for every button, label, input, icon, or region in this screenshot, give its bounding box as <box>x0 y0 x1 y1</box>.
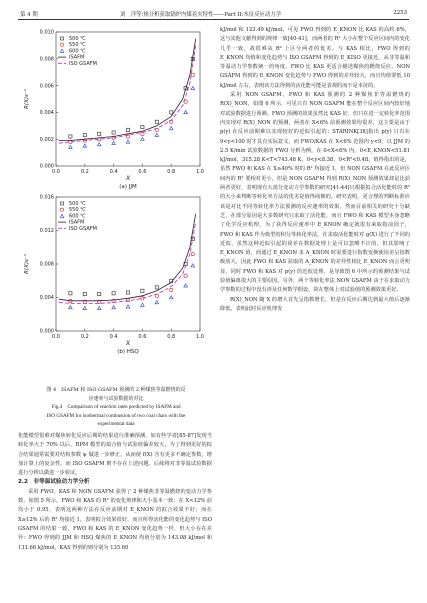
legend-label: ISAFM <box>69 54 85 61</box>
legend-label: 600 ℃ <box>69 213 86 220</box>
data-point <box>69 292 72 295</box>
legend-label: 600 ℃ <box>69 48 86 55</box>
y-tick-label: 0.006 <box>39 83 54 90</box>
left-column-text <box>18 432 212 553</box>
data-point <box>126 305 130 308</box>
running-title: 刘 洋等:热分析获取锅炉内煤着火特性——Part II:本征反应动力学 <box>120 12 282 18</box>
data-point <box>170 288 173 291</box>
x-tick-label: 0.6 <box>138 169 147 175</box>
data-point <box>169 127 173 130</box>
data-point <box>155 301 159 304</box>
issue-number: 第 4 期 <box>20 12 38 18</box>
right-paragraph-3: R(X)_NON 随 X 的增大首先呈指数增长，但是在反应后期达到最大值后逐渐降低，表明此时反应机理发 <box>220 296 410 312</box>
section-title: 2.2 非等温试验动力学分析 <box>18 479 90 486</box>
y-tick-label: 0.002 <box>39 136 54 143</box>
chart-hsq <box>18 191 210 356</box>
caption-cn-line-2: 应速率与试验数据的对比 <box>88 395 144 402</box>
legend-label: 550 ℃ <box>69 207 86 214</box>
data-point <box>69 306 73 309</box>
data-point <box>126 291 129 294</box>
y-tick-label: 0.000 <box>39 163 54 170</box>
data-point <box>184 274 187 277</box>
data-point <box>112 141 116 144</box>
x-tick-label: 1.0 <box>196 334 204 340</box>
y-tick-label: 0.012 <box>39 228 54 235</box>
legend-marker <box>61 37 64 40</box>
y-tick-label: 0.004 <box>39 110 54 117</box>
left-paragraph-2: 采用 FWO、KAS 和 NON GSAFM 获得了 2 种煤焦非等温燃烧的变动力学参数，如图 5 所示。FWO 和 KAS 的 R² 的变化规律和大小基本一致：在 X<12% 前均小于 0.95，表明这两种方法在反应前期对 E_KNON 的拟合效果不好；而在 X≥12% 后的 R² 均接近 1，表明拟合效果很好，而且所得活化能的变化趋势与 ISO GSAFM 的结果一致。FWO 和 KAS 的 E_KNON 变化趋势一样，但大小存在差异：FWO 得到的 JJM 和 HSQ 煤焦的 E_KNON 均值分别为 143.08 kJ/mol 和 131.66 kJ/mol，KAS 得到的则分别为 135.60 <box>18 488 212 551</box>
data-point <box>69 135 72 138</box>
data-point <box>141 303 145 306</box>
subplot-label: (b) HSQ <box>117 349 139 355</box>
data-point <box>141 289 144 292</box>
right-column-text <box>220 26 410 314</box>
x-tick-label: 0.2 <box>80 334 89 340</box>
x-tick-label: 0.0 <box>52 169 60 175</box>
x-tick-label: 0.4 <box>109 169 118 175</box>
right-paragraph-2: 采用 NON GSAFM、FWO 和 KAS 预测的 2 种煤焦非等温燃烧的 R(X)_NON，如图 6 所示，可见只有 NON GSAFM 能在整个反应区间内较好地对试验数据进行预测。FWO 预测的效果虽然比 KAS 好，但只在进一定转化率范围内实现对 R(X)_NON 的预测，两者在 X<6% 前预测效果均很差，这主要是由于 p(y) 在反应前期难以实现较好的近似引起的；STARINK[38]指出 p(y) 只有在 9<y<100 时才具有实际意义，而 FWO/KAS 在 X<6% 范围内 y<9。以 JJM 的 2.5 K/min 试验数据的 FWO 分析为例，在 0<X<6% 内，0<E_KNON<51.81 kJ/mol，315.28 K<T<743.48 K，0<y<8.38，0<R²<0.48。值得指出的是，虽然 FWO 和 KAS 在 X≥40% 时的 R² 均接近 1，但 NON GSAFM 在此反应区间内的 R² 要相对更小，但是 NON GSAFM 得到 R(X)_NON 预测效果却是比前两者更好，表明现有大部分变动力学参数的研究[41-44]只根据拟合活化能时的 R² 的大小来判断等转化率方法的优劣是值得商榷的。研究表明，更合理的判断标准应该是对比不同等转化率方法预测的反应速率的效果，然而目前相关的研究十分缺乏，在部分原因是大多数研究只求取了活化能，而且 FWO 和 KAS 模型本身忽略了化学反应机理，为了获得反应速率中 E_KNON 确定就很有来取指前因子，FWO 和 KAS 作为典型的积分等转化率法，在求取活化能时对 g(X) 进行了不同的近似，虽然这种近似引起的误差在数据处理上是可以忽略不计的，但其影响了 E_KNON 值，而通过 E_KNON 求 A_KNON 时需要进行指数变换使误差呈指数级放大，因此 FWO 和 KAS 获取的 A_KNON 的差异性相比 E_KNON 而言更明显，同时 FWO 和 KAS 对 p(y) 的近似处理，是导致图 6 中所示的预测结果与试验值偏离很大的主要原因。另外，两个等转化率法 NON GSAFM 由于在求取动力学参数的过程中没有涉及任何数学假设，故在整体上对试验值的预测效果更好。 <box>220 92 410 294</box>
legend-label: ISO GSAFM <box>69 60 97 67</box>
y-tick-label: 0.010 <box>39 29 54 36</box>
subplot-label: (a) JJM <box>119 184 137 190</box>
y-tick-label: 0.008 <box>39 261 54 268</box>
data-point <box>69 145 73 148</box>
data-point <box>112 292 115 295</box>
data-point <box>184 284 188 287</box>
data-point <box>112 131 115 134</box>
x-tick-label: 0.8 <box>167 334 176 340</box>
data-point <box>98 132 101 135</box>
page-number: 2253 <box>393 10 407 16</box>
x-tick-label: 0.6 <box>138 334 147 340</box>
y-tick-label: 0.008 <box>39 56 54 63</box>
caption-en-line-2: ISO GSAFM for isothermal combustion of two coal chars with the <box>46 412 186 419</box>
x-tick-label: 0.0 <box>52 334 60 340</box>
data-point <box>155 120 158 123</box>
right-paragraph-1: kJ/mol 和 123.49 kJ/mol，可见 FWO 得到的 E_KNON 比 KAS 的高约 6%，这与其他文献得到的规律一致[40-41]，而两者的 R² 大小在整个反应区间内的变化几乎一致，故很难从 R² 上区分两者的优劣。与 KAS 相比，FWO 得到的 E_KNON 均值和变化趋势与 ISO GSAFM 得到的 E_KISO 更接近，从非等温和等温动力学参数统一的角度，FWO 比 KAS 更适合描述煤焦的燃烧反应。NON GSAFM 得到的 E_KNON 变化趋势与 FWO 得到的差异较大，而且均值要低 10 kJ/mol 左右，表明该方法得到的活化能可能是表观的而不是本征的。 <box>220 27 410 89</box>
data-point <box>141 137 145 140</box>
x-tick-label: 1.0 <box>196 169 204 175</box>
data-point <box>97 143 101 146</box>
data-point <box>112 306 116 309</box>
legend-label: 500 ℃ <box>69 201 86 207</box>
y-axis-label: R(X)s⁻¹ <box>24 89 30 109</box>
caption-en-line-3: experimental data <box>97 421 135 427</box>
y-axis-label: R(X)s⁻¹ <box>24 254 30 274</box>
legend-marker <box>60 208 63 211</box>
data-point <box>184 111 188 114</box>
data-point <box>98 293 101 296</box>
legend-label: ISAFM <box>69 219 85 226</box>
header-rule <box>18 19 409 20</box>
data-point <box>83 134 86 137</box>
legend-marker <box>60 214 63 217</box>
data-point <box>83 144 87 147</box>
legend-label: 550 ℃ <box>69 42 86 49</box>
figure-caption <box>18 386 214 428</box>
data-point <box>83 306 87 309</box>
data-point <box>169 296 173 299</box>
y-tick-label: 0.004 <box>39 295 54 302</box>
data-point <box>191 73 194 76</box>
x-axis-label: X <box>125 175 131 182</box>
data-point <box>191 264 195 267</box>
left-paragraph-1: 化能模型很难对煤焦转化反应后期的结果进行准确预测，如有些学者[85-87]发现当转化率大于 70% 以后，RPM 模型的拟合值与试验值偏差较大，为了得到更好的拟合结果通常需要对结构参数 ψ 做进一步修正，从而使 f(X) 含有更多不确定参数，增加计算上的复杂性。而 ISO GSAFM 则不存在上述问题，后续将对非等温试验数据进行分析以做进一步验证。 <box>18 433 212 477</box>
data-point <box>155 133 159 136</box>
figure-4 <box>18 26 210 381</box>
data-point <box>83 293 86 296</box>
data-point <box>126 140 130 143</box>
x-tick-label: 0.8 <box>167 169 176 175</box>
series-line-iso-gsafm <box>59 219 196 303</box>
data-point <box>155 286 158 289</box>
data-point <box>141 126 144 129</box>
data-point <box>126 128 129 131</box>
legend-label: 500 ℃ <box>69 36 86 42</box>
y-tick-label: 0.000 <box>39 328 54 335</box>
x-tick-label: 0.2 <box>80 169 89 175</box>
caption-cn-line-1: 图 4 ISAFM 和 ISO GSAFM 预测的 2 种煤焦等温燃烧的反 <box>46 387 186 393</box>
legend-marker <box>60 43 63 46</box>
data-point <box>170 111 173 114</box>
data-point <box>97 306 101 309</box>
legend-marker <box>61 202 64 205</box>
legend-marker <box>60 49 63 52</box>
data-point <box>191 86 195 89</box>
data-point <box>191 252 194 255</box>
y-tick-label: 0.016 <box>39 194 54 201</box>
chart-jjm <box>18 26 210 191</box>
x-tick-label: 0.4 <box>109 334 118 340</box>
x-axis-label: X <box>125 340 131 347</box>
legend-label: ISO GSAFM <box>69 225 97 232</box>
caption-en-line-1: Fig.4 Comparison of reaction rates predicted by ISAFM and <box>51 404 181 411</box>
